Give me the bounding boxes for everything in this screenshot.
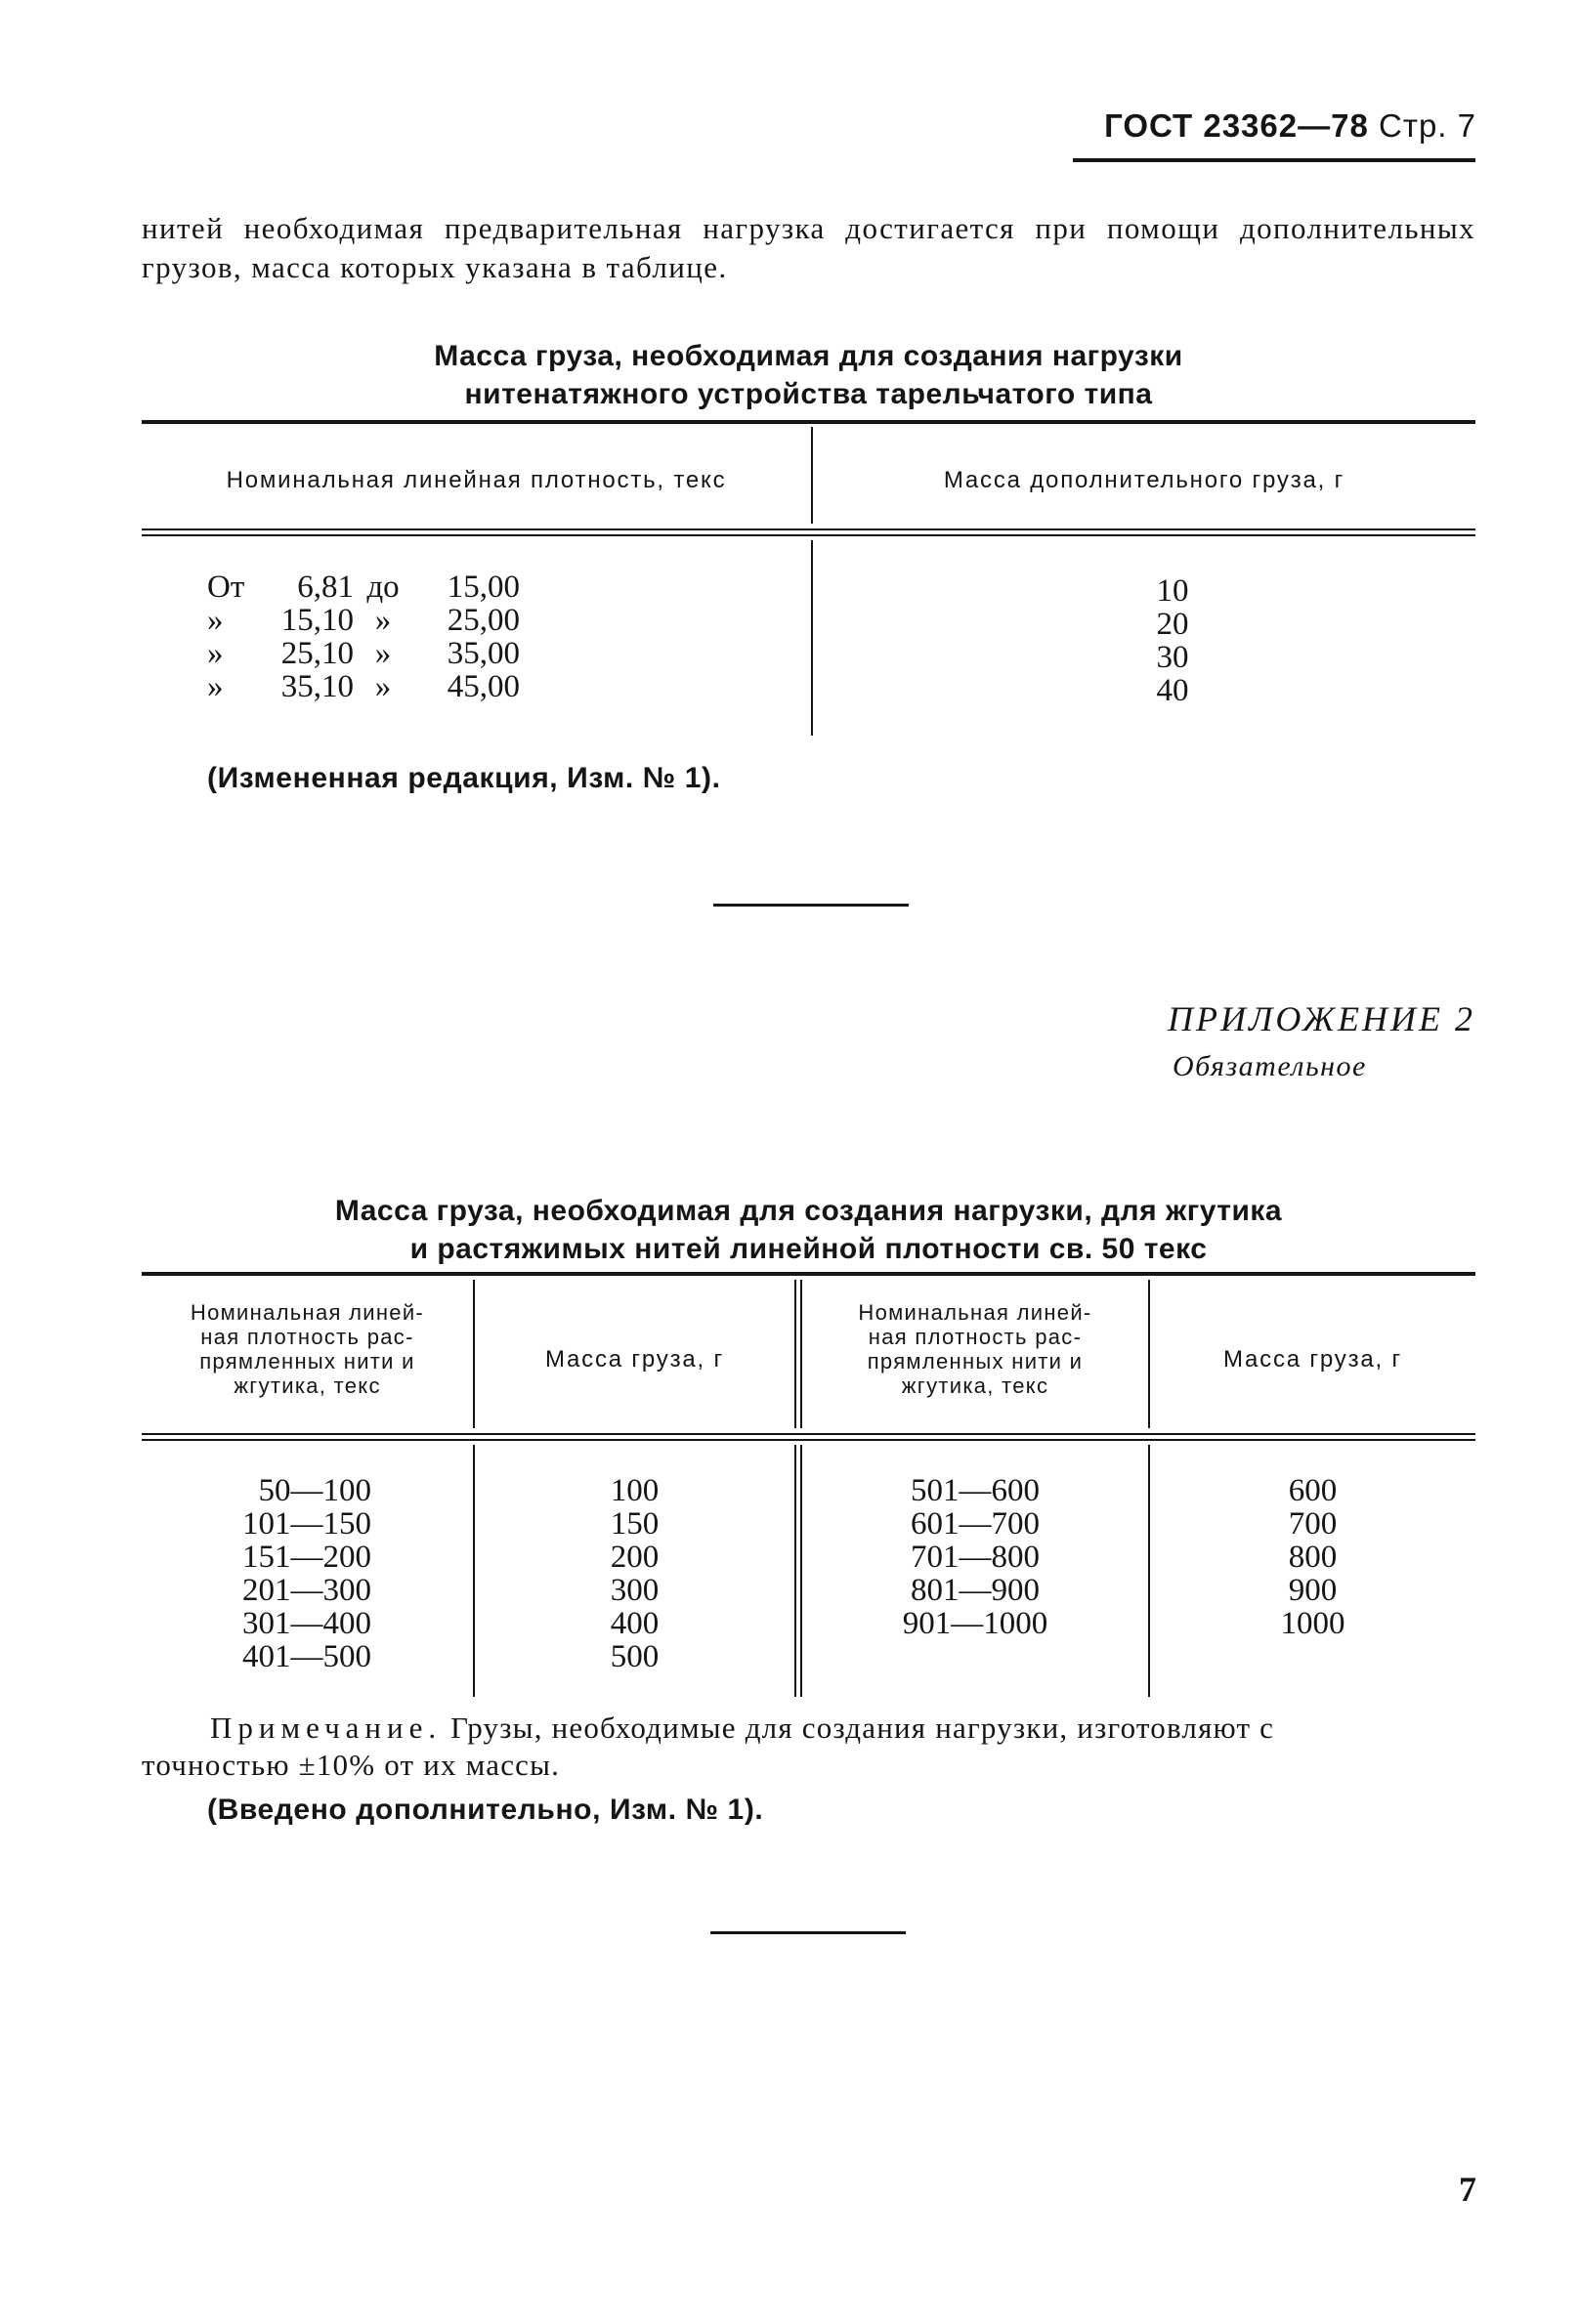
table2-header-rule-b [142,1439,1475,1441]
table-cell: 151—200 [242,1540,371,1575]
table-cell: 201—300 [242,1573,371,1608]
row-to: 25,00 [447,603,520,638]
table2-top-rule [142,1272,1475,1276]
table2-title-line2: и растяжимых нитей линейной плотности св. 50 текс [409,1233,1208,1265]
remark-text-line2: точностью ±10% от их массы. [142,1748,561,1782]
table-row [207,670,598,703]
table2-header-divider-2a [794,1280,796,1428]
table2-right-mass-header: Масса груза, г [1222,1346,1403,1373]
row-from: 15,10 [280,603,354,638]
page-label: Стр. 7 [1379,107,1476,144]
row-to: 15,00 [447,570,520,605]
table-cell: 10 [1156,573,1189,609]
table-cell: 401—500 [242,1639,371,1674]
table2-added-note: (Введено дополнительно, Изм. № 1). [207,1794,764,1826]
row-mid: до [366,570,400,605]
table-cell: 500 [610,1639,660,1674]
row-prefix: » [207,603,224,638]
table2-title-line1: Масса груза, необходимая для создания нагрузки, для жгутика [334,1195,1283,1227]
table2-right-density-column [802,1474,1148,1640]
appendix-title: ПРИЛОЖЕНИЕ 2 [1168,999,1475,1038]
table2-right-density-header: Номинальная линей- ная плотность рас- прямленных нити и жгутика, текс [858,1300,1092,1398]
table-cell: 701—800 [911,1540,1040,1575]
table-cell: 801—900 [911,1573,1040,1608]
table-cell: 301—400 [242,1606,371,1641]
section-separator [713,904,909,907]
table2-left-density-header: Номинальная линей- ная плотность рас- прямленных нити и жгутика, текс [190,1300,425,1398]
table-cell: 150 [610,1506,660,1542]
intro-paragraph: нитей необходимая предварительная нагрузка достигается при помощи дополнительных грузов, масса которых указана в таблице. [142,211,1475,284]
table-cell: 900 [1288,1573,1338,1608]
section-separator-bottom [710,1931,906,1934]
table-cell: 600 [1288,1473,1338,1508]
table1-density-column [207,570,598,703]
table2-body-divider-2a [794,1445,796,1697]
table2-right-mass-column [1150,1474,1475,1640]
table1-header-rule-a [142,528,1475,530]
table1-col1-header: Номинальная линейная плотность, текс [226,467,727,493]
table-cell: 200 [610,1540,660,1575]
row-mid: » [374,603,392,638]
remark-text-line1: Грузы, необходимые для создания нагрузки, изготовляют с [442,1711,1275,1745]
header-rule [1073,158,1475,162]
table1-title-line2: нитенатяжного устройства тарельчатого типа [464,378,1153,410]
row-prefix: От [207,570,245,605]
table-cell: 700 [1288,1506,1338,1542]
table-cell: 40 [1156,673,1189,708]
row-to: 35,00 [447,636,520,671]
table1-revision-note: (Измененная редакция, Изм. № 1). [207,762,721,794]
table-cell: 300 [610,1573,660,1608]
table1-col2-header: Масса дополнительного груза, г [943,467,1345,493]
running-header [1104,107,1476,145]
table1-body-divider [811,540,813,736]
table-row [207,570,598,604]
table-row [207,604,598,637]
row-from: 25,10 [280,636,354,671]
page-number: 7 [1459,2170,1476,2209]
table-cell: 901—1000 [902,1606,1048,1641]
table2-left-density-column [195,1474,371,1673]
standard-number: ГОСТ 23362—78 [1104,107,1369,144]
table2-left-mass-column [475,1474,794,1673]
table-cell: 100 [610,1473,660,1508]
table2-remark [142,1710,1475,1784]
row-prefix: » [207,636,224,671]
appendix-subtitle: Обязательное [1173,1050,1367,1082]
table1-top-rule [142,420,1475,424]
row-mid: » [374,636,392,671]
table2-header-rule-a [142,1433,1475,1435]
table-cell: 50—100 [258,1473,371,1508]
table1-title [142,337,1475,413]
table-cell: 601—700 [911,1506,1040,1542]
table-row [207,637,598,670]
table1-mass-column [1075,574,1270,707]
table-cell: 30 [1156,640,1189,675]
table1-title-line1: Масса груза, необходимая для создания нагрузки [434,340,1183,372]
row-from: 6,81 [297,570,354,605]
table1-header-rule-b [142,534,1475,536]
table-cell: 20 [1156,607,1189,642]
table2-title [142,1192,1475,1268]
row-mid: » [374,669,392,704]
table2-left-mass-header: Масса груза, г [544,1346,725,1373]
row-prefix: » [207,669,224,704]
table-cell: 1000 [1280,1606,1345,1641]
row-to: 45,00 [447,669,520,704]
table-cell: 400 [610,1606,660,1641]
table-cell: 800 [1288,1540,1338,1575]
remark-label: Примечание. [210,1711,443,1745]
row-from: 35,10 [280,669,354,704]
table-cell: 101—150 [242,1506,371,1542]
table-cell: 501—600 [911,1473,1040,1508]
